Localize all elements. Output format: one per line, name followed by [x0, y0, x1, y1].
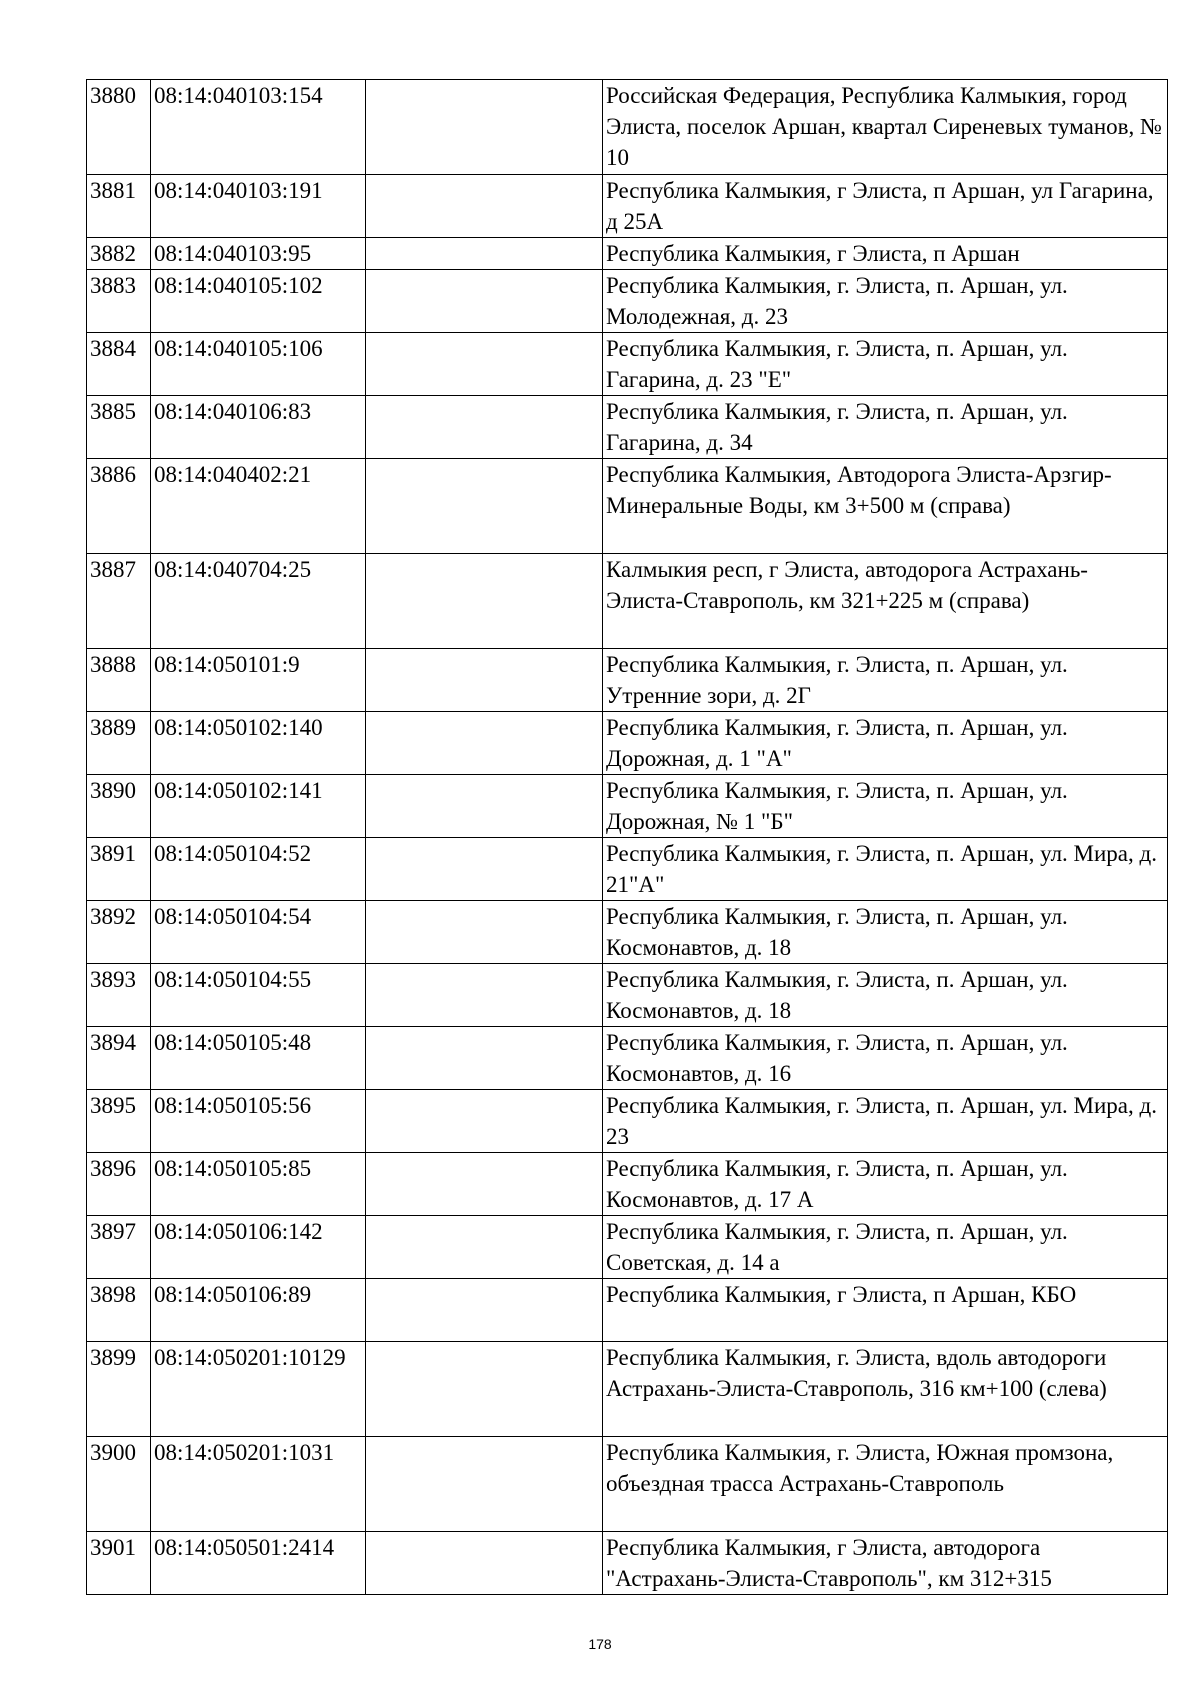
row-number: 3895	[87, 1090, 151, 1153]
row-number: 3892	[87, 901, 151, 964]
cadastral-number: 08:14:050201:1031	[151, 1437, 366, 1532]
extra-cell	[366, 1090, 603, 1153]
extra-cell	[366, 964, 603, 1027]
row-number: 3899	[87, 1342, 151, 1437]
address-cell: Республика Калмыкия, г. Элиста, п. Аршан, ул. Советская, д. 14 а	[603, 1216, 1168, 1279]
row-number: 3884	[87, 333, 151, 396]
row-number: 3888	[87, 649, 151, 712]
table-row	[87, 838, 1168, 901]
address-cell: Республика Калмыкия, г. Элиста, п. Аршан, ул. Дорожная, № 1 "Б"	[603, 775, 1168, 838]
cadastral-table	[86, 79, 1168, 1595]
row-number: 3897	[87, 1216, 151, 1279]
extra-cell	[366, 554, 603, 649]
address-cell: Калмыкия респ, г Элиста, автодорога Астрахань-Элиста-Ставрополь, км 321+225 м (справа)	[603, 554, 1168, 649]
table-row	[87, 554, 1168, 649]
table-row	[87, 1090, 1168, 1153]
cadastral-number: 08:14:040103:154	[151, 80, 366, 175]
table-body	[87, 80, 1168, 1595]
address-cell: Республика Калмыкия, г. Элиста, п. Аршан, ул. Утренние зори, д. 2Г	[603, 649, 1168, 712]
cadastral-number: 08:14:050105:85	[151, 1153, 366, 1216]
address-cell: Республика Калмыкия, г. Элиста, п. Аршан, ул. Гагарина, д. 23 "Е"	[603, 333, 1168, 396]
extra-cell	[366, 1279, 603, 1342]
extra-cell	[366, 1153, 603, 1216]
table-row	[87, 333, 1168, 396]
cadastral-number: 08:14:050201:10129	[151, 1342, 366, 1437]
address-cell: Республика Калмыкия, г. Элиста, Южная промзона, объездная трасса Астрахань-Ставрополь	[603, 1437, 1168, 1532]
extra-cell	[366, 333, 603, 396]
row-number: 3894	[87, 1027, 151, 1090]
cadastral-number: 08:14:050105:56	[151, 1090, 366, 1153]
row-number: 3885	[87, 396, 151, 459]
cadastral-number: 08:14:040402:21	[151, 459, 366, 554]
cadastral-number: 08:14:050104:55	[151, 964, 366, 1027]
table-row	[87, 1153, 1168, 1216]
table-row	[87, 80, 1168, 175]
extra-cell	[366, 459, 603, 554]
extra-cell	[366, 80, 603, 175]
address-cell: Российская Федерация, Республика Калмыкия, город Элиста, поселок Аршан, квартал Сиреневых туманов, № 10	[603, 80, 1168, 175]
table-row	[87, 1279, 1168, 1342]
extra-cell	[366, 175, 603, 238]
cadastral-number: 08:14:040704:25	[151, 554, 366, 649]
extra-cell	[366, 901, 603, 964]
row-number: 3891	[87, 838, 151, 901]
table-row	[87, 459, 1168, 554]
row-number: 3881	[87, 175, 151, 238]
table-row	[87, 712, 1168, 775]
address-cell: Республика Калмыкия, г. Элиста, п. Аршан, ул. Гагарина, д. 34	[603, 396, 1168, 459]
table-row	[87, 396, 1168, 459]
address-cell: Республика Калмыкия, г. Элиста, п. Аршан, ул. Дорожная, д. 1 "А"	[603, 712, 1168, 775]
table-row	[87, 901, 1168, 964]
address-cell: Республика Калмыкия, г Элиста, п Аршан, КБО	[603, 1279, 1168, 1342]
address-cell: Республика Калмыкия, г Элиста, автодорога "Астрахань-Элиста-Ставрополь", км 312+315	[603, 1532, 1168, 1595]
cadastral-number: 08:14:040103:191	[151, 175, 366, 238]
table-row	[87, 270, 1168, 333]
table-row	[87, 175, 1168, 238]
table-row	[87, 649, 1168, 712]
address-cell: Республика Калмыкия, Автодорога Элиста-Арзгир-Минеральные Воды, км 3+500 м (справа)	[603, 459, 1168, 554]
cadastral-number: 08:14:040105:106	[151, 333, 366, 396]
extra-cell	[366, 1216, 603, 1279]
extra-cell	[366, 270, 603, 333]
address-cell: Республика Калмыкия, г. Элиста, п. Аршан, ул. Мира, д. 21"А"	[603, 838, 1168, 901]
address-cell: Республика Калмыкия, г. Элиста, п. Аршан, ул. Мира, д. 23	[603, 1090, 1168, 1153]
address-cell: Республика Калмыкия, г. Элиста, вдоль автодороги Астрахань-Элиста-Ставрополь, 316 км+100 (слева)	[603, 1342, 1168, 1437]
address-cell: Республика Калмыкия, г Элиста, п Аршан	[603, 238, 1168, 270]
address-cell: Республика Калмыкия, г. Элиста, п. Аршан, ул. Космонавтов, д. 17 А	[603, 1153, 1168, 1216]
table-row	[87, 1532, 1168, 1595]
row-number: 3890	[87, 775, 151, 838]
extra-cell	[366, 1532, 603, 1595]
row-number: 3896	[87, 1153, 151, 1216]
extra-cell	[366, 238, 603, 270]
address-cell: Республика Калмыкия, г. Элиста, п. Аршан, ул. Космонавтов, д. 18	[603, 901, 1168, 964]
address-cell: Республика Калмыкия, г. Элиста, п. Аршан, ул. Молодежная, д. 23	[603, 270, 1168, 333]
cadastral-number: 08:14:050102:141	[151, 775, 366, 838]
cadastral-number: 08:14:040105:102	[151, 270, 366, 333]
cadastral-number: 08:14:050101:9	[151, 649, 366, 712]
address-cell: Республика Калмыкия, г. Элиста, п. Аршан, ул. Космонавтов, д. 18	[603, 964, 1168, 1027]
extra-cell	[366, 396, 603, 459]
extra-cell	[366, 775, 603, 838]
address-cell: Республика Калмыкия, г Элиста, п Аршан, ул Гагарина, д 25А	[603, 175, 1168, 238]
row-number: 3900	[87, 1437, 151, 1532]
table-row	[87, 1027, 1168, 1090]
cadastral-number: 08:14:040103:95	[151, 238, 366, 270]
cadastral-number: 08:14:050106:142	[151, 1216, 366, 1279]
extra-cell	[366, 838, 603, 901]
row-number: 3886	[87, 459, 151, 554]
row-number: 3901	[87, 1532, 151, 1595]
table-row	[87, 775, 1168, 838]
row-number: 3898	[87, 1279, 151, 1342]
cadastral-number: 08:14:050501:2414	[151, 1532, 366, 1595]
row-number: 3887	[87, 554, 151, 649]
cadastral-number: 08:14:050106:89	[151, 1279, 366, 1342]
page-number: 178	[588, 1636, 612, 1652]
row-number: 3889	[87, 712, 151, 775]
row-number: 3882	[87, 238, 151, 270]
extra-cell	[366, 1027, 603, 1090]
cadastral-number: 08:14:050105:48	[151, 1027, 366, 1090]
row-number: 3883	[87, 270, 151, 333]
extra-cell	[366, 649, 603, 712]
cadastral-number: 08:14:040106:83	[151, 396, 366, 459]
address-cell: Республика Калмыкия, г. Элиста, п. Аршан, ул. Космонавтов, д. 16	[603, 1027, 1168, 1090]
cadastral-number: 08:14:050102:140	[151, 712, 366, 775]
table-row	[87, 964, 1168, 1027]
extra-cell	[366, 712, 603, 775]
table-row	[87, 238, 1168, 270]
table-row	[87, 1437, 1168, 1532]
cadastral-number: 08:14:050104:54	[151, 901, 366, 964]
row-number: 3893	[87, 964, 151, 1027]
table-row	[87, 1216, 1168, 1279]
cadastral-number: 08:14:050104:52	[151, 838, 366, 901]
table-row	[87, 1342, 1168, 1437]
extra-cell	[366, 1437, 603, 1532]
row-number: 3880	[87, 80, 151, 175]
extra-cell	[366, 1342, 603, 1437]
